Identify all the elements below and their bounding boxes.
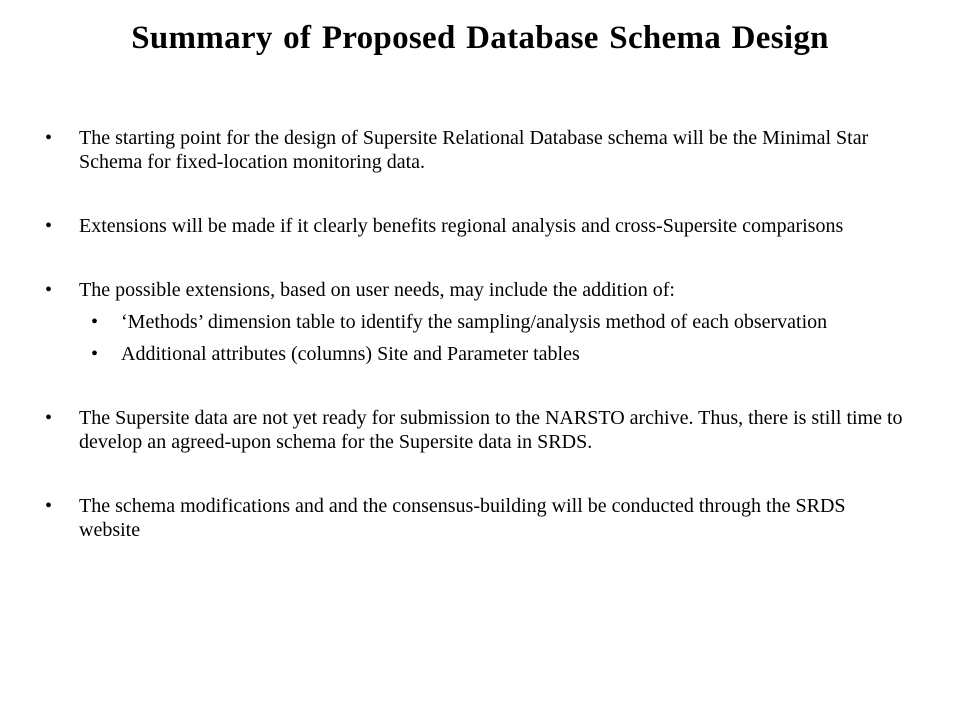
sub-bullet-dot-icon: • bbox=[91, 311, 99, 333]
bullet-list bbox=[45, 126, 909, 582]
bullet-dot-icon: • bbox=[45, 407, 53, 429]
bullet-dot-icon: • bbox=[45, 279, 53, 301]
sub-bullet-text: ‘Methods’ dimension table to identify the sampling/analysis method of each observation bbox=[121, 311, 828, 333]
bullet-text: The possible extensions, based on user needs, may include the addition of: bbox=[79, 279, 675, 301]
bullet-dot-icon: • bbox=[45, 127, 53, 149]
sub-bullet-item bbox=[91, 310, 909, 334]
sub-bullet-item bbox=[91, 342, 909, 366]
bullet-item bbox=[45, 494, 909, 542]
bullet-dot-icon: • bbox=[45, 215, 53, 237]
sub-bullet-group bbox=[79, 310, 909, 366]
bullet-text: The schema modifications and and the consensus-building will be conducted through the SRDS website bbox=[79, 495, 846, 541]
sub-bullet-text: Additional attributes (columns) Site and Parameter tables bbox=[121, 343, 580, 365]
bullet-text: The Supersite data are not yet ready for submission to the NARSTO archive. Thus, there is still time to develop an agreed-upon schema for the Supersite data in SRDS. bbox=[79, 407, 903, 453]
bullet-item bbox=[45, 214, 909, 238]
bullet-text: The starting point for the design of Supersite Relational Database schema will be the Minimal Star Schema for fixed-location monitoring data. bbox=[79, 127, 869, 173]
bullet-item bbox=[45, 406, 909, 454]
sub-bullet-dot-icon: • bbox=[91, 343, 99, 365]
bullet-item bbox=[45, 126, 909, 174]
bullet-item bbox=[45, 278, 909, 302]
bullet-dot-icon: • bbox=[45, 495, 53, 517]
sub-bullet-list bbox=[79, 310, 909, 366]
bullet-text: Extensions will be made if it clearly benefits regional analysis and cross-Supersite comparisons bbox=[79, 215, 844, 237]
slide-title: Summary of Proposed Database Schema Design bbox=[131, 20, 829, 56]
